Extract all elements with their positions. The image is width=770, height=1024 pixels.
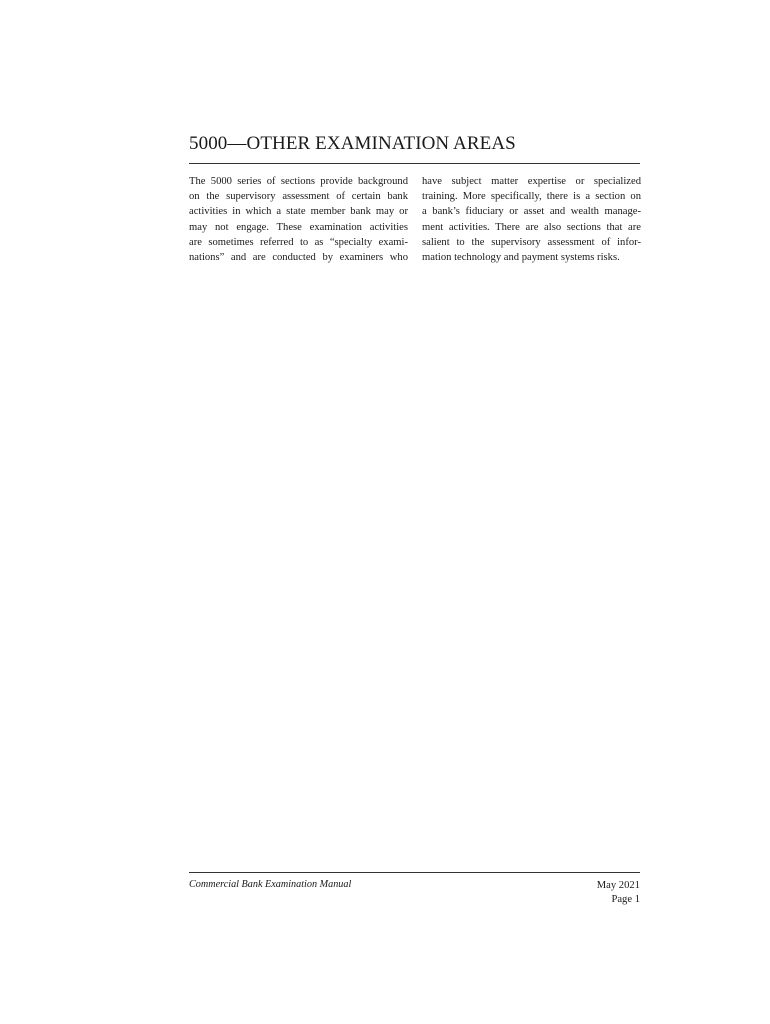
body-line: The 5000 series of sections provide background [189, 176, 408, 187]
footer-page-number: Page 1 [611, 894, 640, 905]
body-line: a bank’s fiduciary or asset and wealth manage- [422, 206, 641, 218]
body-line: nations” and are conducted by examiners who [189, 252, 408, 264]
title-divider [189, 163, 640, 164]
body-line: ment activities. There are also sections that are [422, 221, 641, 233]
body-line: have subject matter expertise or specialized [422, 176, 641, 187]
footer-date-page [597, 879, 640, 907]
body-column-right [422, 174, 641, 265]
body-line: on the supervisory assessment of certain bank [189, 191, 408, 203]
footer-date: May 2021 [596, 880, 640, 891]
body-line: salient to the supervisory assessment of infor- [422, 236, 641, 248]
body-line: may not engage. These examination activities [189, 221, 408, 233]
footer-manual-name: Commercial Bank Examination Manual [189, 879, 352, 890]
body-line: training. More specifically, there is a section on [422, 191, 641, 203]
body-column-left [189, 174, 408, 265]
body-line: activities in which a state member bank may or [189, 206, 408, 218]
page-title: 5000—OTHER EXAMINATION AREAS [189, 133, 516, 154]
footer-divider [189, 872, 640, 873]
body-line: are sometimes referred to as “specialty exami- [189, 236, 408, 248]
body-line: mation technology and payment systems risks. [422, 252, 620, 264]
